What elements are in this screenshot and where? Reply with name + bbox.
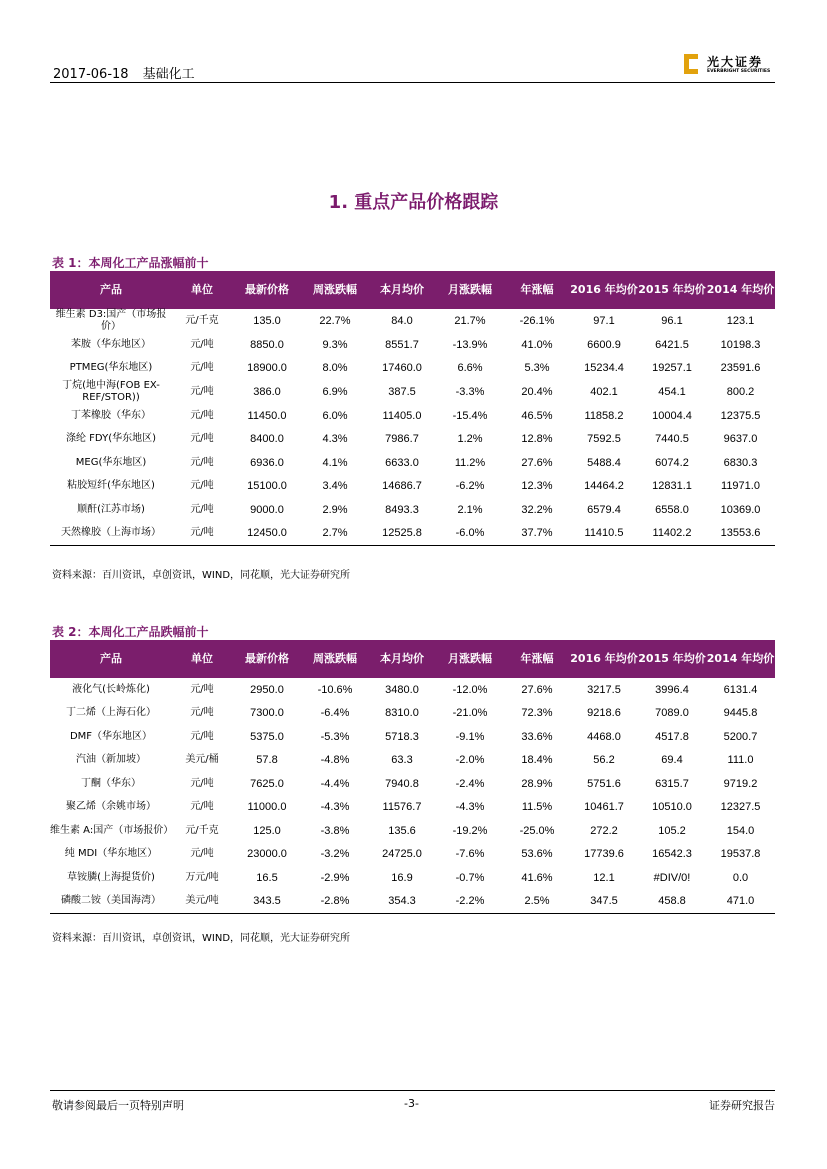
column-header: 周涨跌幅 xyxy=(302,640,368,678)
table2-caption: 表 2：本周化工产品跌幅前十 xyxy=(52,625,209,639)
value-cell: 10510.0 xyxy=(652,801,692,814)
column-header: 2016 年均价 xyxy=(570,640,638,678)
value-cell: 402.1 xyxy=(590,386,618,398)
table-row xyxy=(50,678,775,702)
value-cell: -19.2% xyxy=(452,824,488,837)
product-cell: 液化气(长岭炼化) xyxy=(72,683,150,695)
value-cell: 12375.5 xyxy=(720,409,761,422)
page-number: -3- xyxy=(404,1097,419,1110)
value-cell: 6074.2 xyxy=(655,456,689,469)
product-cell: 丁苯橡胶（华东） xyxy=(71,409,151,421)
table-row xyxy=(50,522,775,546)
product-cell: 粘胶短纤(华东地区) xyxy=(67,480,155,492)
value-cell: 5.3% xyxy=(524,362,550,375)
product-cell: 维生素 D3:国产（市场报价） xyxy=(55,309,167,332)
value-cell: -5.3% xyxy=(320,730,350,743)
value-cell: 63.3 xyxy=(391,754,413,767)
header-rule xyxy=(50,82,775,83)
unit-cell: 美元/吨 xyxy=(172,890,232,914)
value-cell: -12.0% xyxy=(452,683,488,696)
value-cell: -2.0% xyxy=(455,754,485,767)
value-cell: 56.2 xyxy=(593,754,615,767)
column-header: 产品 xyxy=(50,271,172,309)
value-cell: 46.5% xyxy=(521,409,553,422)
value-cell: 6579.4 xyxy=(587,503,621,516)
value-cell: 4.1% xyxy=(322,456,348,469)
footer-rule xyxy=(50,1090,775,1091)
value-cell: -7.6% xyxy=(455,848,485,861)
table-row xyxy=(50,404,775,428)
value-cell: 135.6 xyxy=(388,824,416,837)
value-cell: 6558.0 xyxy=(655,503,689,516)
product-cell: PTMEG(华东地区) xyxy=(69,362,153,374)
value-cell: 386.0 xyxy=(253,386,281,398)
value-cell: 11402.2 xyxy=(638,522,706,546)
value-cell: 3.4% xyxy=(322,480,348,493)
unit-cell: 元/千克 xyxy=(185,315,219,326)
unit-cell: 元/吨 xyxy=(172,522,232,546)
footer-report-type: 证券研究报告 xyxy=(709,1099,775,1112)
value-cell: 10461.7 xyxy=(584,801,624,814)
value-cell: 8310.0 xyxy=(385,707,419,720)
value-cell: 8850.0 xyxy=(250,338,284,351)
value-cell: 1.2% xyxy=(457,433,483,446)
table-row xyxy=(50,309,775,333)
table-top-losers xyxy=(50,640,775,914)
product-cell: 丁二烯（上海石化） xyxy=(66,707,156,719)
value-cell: 2.9% xyxy=(322,503,348,516)
value-cell: 5718.3 xyxy=(385,730,419,743)
value-cell: -25.0% xyxy=(519,824,555,837)
table-row xyxy=(50,843,775,867)
value-cell: 800.2 xyxy=(726,386,755,398)
product-cell: 聚乙烯（余姚市场） xyxy=(66,801,156,813)
column-header: 最新价格 xyxy=(232,640,302,678)
value-cell: -2.4% xyxy=(455,777,485,790)
value-cell: -9.1% xyxy=(455,730,485,743)
value-cell: 9.3% xyxy=(322,338,348,351)
unit-cell: 元/吨 xyxy=(190,707,214,719)
product-cell: 天然橡胶（上海市场） xyxy=(50,522,172,546)
table-row xyxy=(50,475,775,499)
unit-cell: 元/吨 xyxy=(190,456,214,468)
value-cell: 135.0 xyxy=(253,315,281,327)
product-cell: 磷酸二铵（美国海湾） xyxy=(50,890,172,914)
value-cell: 11858.2 xyxy=(584,409,624,422)
unit-cell: 元/吨 xyxy=(190,480,214,492)
column-header: 月涨跌幅 xyxy=(436,271,504,309)
column-header: 本月均价 xyxy=(368,640,436,678)
value-cell: 16.9 xyxy=(391,871,413,884)
value-cell: 6315.7 xyxy=(655,777,689,790)
value-cell: 12525.8 xyxy=(368,522,436,546)
table-header-row xyxy=(50,271,775,309)
value-cell: 7592.5 xyxy=(587,433,621,446)
value-cell: 343.5 xyxy=(232,890,302,914)
unit-cell: 元/吨 xyxy=(190,386,214,397)
table-header-row xyxy=(50,640,775,678)
value-cell: 84.0 xyxy=(391,315,413,327)
unit-cell: 元/吨 xyxy=(190,362,214,374)
table-row xyxy=(50,866,775,890)
value-cell: 27.6% xyxy=(521,683,553,696)
column-header: 本月均价 xyxy=(368,271,436,309)
value-cell: 12831.1 xyxy=(652,480,692,493)
column-header: 2014 年均价 xyxy=(706,640,775,678)
value-cell: 9637.0 xyxy=(723,433,758,446)
value-cell: 0.0 xyxy=(732,871,749,884)
value-cell: 20.4% xyxy=(521,386,553,398)
value-cell: 105.2 xyxy=(658,824,686,837)
table-row xyxy=(50,333,775,357)
value-cell: 17739.6 xyxy=(584,848,624,861)
value-cell: 10004.4 xyxy=(652,409,692,422)
value-cell: 18.4% xyxy=(521,754,553,767)
value-cell: 387.5 xyxy=(388,386,416,398)
report-header xyxy=(53,63,209,82)
unit-cell: 元/吨 xyxy=(190,848,214,860)
table2-source: 资料来源：百川资讯，卓创资讯，WIND，同花顺，光大证券研究所 xyxy=(52,933,351,944)
table-row xyxy=(50,702,775,726)
value-cell: 53.6% xyxy=(521,848,553,861)
value-cell: -3.2% xyxy=(320,848,350,861)
logo-name-en: EVERBRIGHT SECURITIES xyxy=(707,69,771,74)
product-cell: 丁酮（华东） xyxy=(81,777,141,789)
unit-cell: 元/千克 xyxy=(185,824,219,836)
value-cell: 96.1 xyxy=(661,315,683,327)
unit-cell: 元/吨 xyxy=(190,433,214,445)
value-cell: 6131.4 xyxy=(723,683,758,696)
column-header: 最新价格 xyxy=(232,271,302,309)
value-cell: 4468.0 xyxy=(587,730,621,743)
value-cell: -21.0% xyxy=(452,707,488,720)
value-cell: 23000.0 xyxy=(247,848,287,861)
value-cell: 7986.7 xyxy=(385,433,419,446)
value-cell: 2.5% xyxy=(504,890,570,914)
table-row xyxy=(50,725,775,749)
value-cell: 8551.7 xyxy=(385,338,419,351)
product-cell: 汽油（新加坡） xyxy=(76,754,146,766)
value-cell: 8493.3 xyxy=(385,503,419,516)
value-cell: -3.3% xyxy=(455,386,485,398)
value-cell: -6.0% xyxy=(436,522,504,546)
value-cell: 111.0 xyxy=(727,754,754,767)
product-cell: DMF（华东地区） xyxy=(69,730,153,742)
table-row xyxy=(50,498,775,522)
value-cell: 6.6% xyxy=(457,362,483,375)
value-cell: 19257.1 xyxy=(652,362,692,375)
value-cell: 14686.7 xyxy=(382,480,422,493)
report-date: 2017-06-18 xyxy=(53,67,129,82)
value-cell: 11405.0 xyxy=(382,409,422,422)
value-cell: 33.6% xyxy=(521,730,553,743)
value-cell: 37.7% xyxy=(504,522,570,546)
value-cell: 15100.0 xyxy=(247,480,287,493)
value-cell: 12.3% xyxy=(521,480,553,493)
value-cell: 22.7% xyxy=(319,315,351,327)
value-cell: 23591.6 xyxy=(720,362,761,375)
table-row xyxy=(50,890,775,914)
value-cell: 6830.3 xyxy=(723,456,758,469)
value-cell: 6.9% xyxy=(322,386,348,398)
column-header: 单位 xyxy=(172,271,232,309)
value-cell: -13.9% xyxy=(452,338,488,351)
value-cell: -3.8% xyxy=(320,824,350,837)
value-cell: -4.3% xyxy=(455,801,485,814)
table-row xyxy=(50,428,775,452)
value-cell: 5375.0 xyxy=(250,730,284,743)
value-cell: -6.2% xyxy=(455,480,485,493)
value-cell: 7089.0 xyxy=(655,707,689,720)
value-cell: 9000.0 xyxy=(250,503,284,516)
value-cell: 3480.0 xyxy=(385,683,419,696)
value-cell: 7300.0 xyxy=(250,707,284,720)
value-cell: 471.0 xyxy=(706,890,775,914)
value-cell: 18900.0 xyxy=(247,362,287,375)
value-cell: 27.6% xyxy=(521,456,553,469)
column-header: 年涨幅 xyxy=(504,640,570,678)
table-row xyxy=(50,796,775,820)
column-header: 周涨跌幅 xyxy=(302,271,368,309)
unit-cell: 元/吨 xyxy=(190,409,214,421)
footer-disclaimer: 敬请参阅最后一页特别声明 xyxy=(52,1099,184,1112)
column-header: 月涨跌幅 xyxy=(436,640,504,678)
value-cell: 6600.9 xyxy=(587,338,621,351)
value-cell: 28.9% xyxy=(521,777,553,790)
logo-name-cn: 光大证券 xyxy=(707,55,764,69)
value-cell: 7940.8 xyxy=(385,777,419,790)
value-cell: 154.0 xyxy=(726,824,755,837)
value-cell: 454.1 xyxy=(658,386,686,398)
value-cell: 41.6% xyxy=(521,871,553,884)
unit-cell: 万元/吨 xyxy=(185,871,219,883)
value-cell: 12450.0 xyxy=(232,522,302,546)
value-cell: 10369.0 xyxy=(720,503,761,516)
value-cell: 2.7% xyxy=(302,522,368,546)
column-header: 单位 xyxy=(172,640,232,678)
value-cell: 6936.0 xyxy=(250,456,284,469)
unit-cell: 元/吨 xyxy=(190,503,214,515)
value-cell: 19537.8 xyxy=(720,848,761,861)
value-cell: 4.3% xyxy=(322,433,348,446)
value-cell: 2950.0 xyxy=(250,683,284,696)
value-cell: 16542.3 xyxy=(652,848,692,861)
value-cell: 12.8% xyxy=(521,433,553,446)
value-cell: 11.5% xyxy=(521,801,553,814)
value-cell: 10198.3 xyxy=(720,338,761,351)
value-cell: -4.3% xyxy=(320,801,350,814)
value-cell: 3996.4 xyxy=(655,683,689,696)
unit-cell: 元/吨 xyxy=(190,801,214,813)
value-cell: -2.2% xyxy=(436,890,504,914)
logo-mark-icon xyxy=(684,54,698,74)
product-cell: 丁烷(地中海(FOB EX-REF/STOR)) xyxy=(62,380,160,403)
value-cell: 6.0% xyxy=(322,409,348,422)
table-row xyxy=(50,819,775,843)
product-cell: 顺酐(江苏市场) xyxy=(77,503,145,515)
value-cell: 12.1 xyxy=(593,871,615,884)
value-cell: 272.2 xyxy=(590,824,618,837)
column-header: 2015 年均价 xyxy=(638,271,706,309)
column-header: 2014 年均价 xyxy=(706,271,775,309)
value-cell: 11410.5 xyxy=(570,522,638,546)
value-cell: 11000.0 xyxy=(247,801,287,814)
value-cell: 17460.0 xyxy=(382,362,422,375)
product-cell: 涤纶 FDY(华东地区) xyxy=(66,433,156,445)
table-row xyxy=(50,451,775,475)
value-cell: 11971.0 xyxy=(721,480,760,493)
product-cell: 草铵膦(上海提货价) xyxy=(67,871,155,883)
value-cell: 458.8 xyxy=(638,890,706,914)
column-header: 2016 年均价 xyxy=(570,271,638,309)
value-cell: 9719.2 xyxy=(723,777,758,790)
value-cell: 69.4 xyxy=(661,754,683,767)
value-cell: 11576.7 xyxy=(382,801,422,814)
value-cell: -4.8% xyxy=(320,754,350,767)
value-cell: 125.0 xyxy=(253,824,281,837)
value-cell: -4.4% xyxy=(320,777,350,790)
value-cell: 32.2% xyxy=(521,503,553,516)
unit-cell: 元/吨 xyxy=(190,338,214,350)
table1-source: 资料来源：百川资讯，卓创资讯，WIND，同花顺，光大证券研究所 xyxy=(52,570,351,581)
value-cell: 5751.6 xyxy=(587,777,621,790)
value-cell: 9218.6 xyxy=(587,707,621,720)
value-cell: 7440.5 xyxy=(655,433,689,446)
table-row xyxy=(50,749,775,773)
value-cell: 11.2% xyxy=(454,456,486,469)
value-cell: 6421.5 xyxy=(655,338,689,351)
value-cell: 24725.0 xyxy=(382,848,422,861)
column-header: 年涨幅 xyxy=(504,271,570,309)
value-cell: -10.6% xyxy=(317,683,353,696)
value-cell: 5200.7 xyxy=(723,730,758,743)
value-cell: 16.5 xyxy=(256,871,278,884)
table1-caption: 表 1：本周化工产品涨幅前十 xyxy=(52,256,209,270)
value-cell: 9445.8 xyxy=(723,707,758,720)
column-header: 产品 xyxy=(50,640,172,678)
value-cell: -2.8% xyxy=(302,890,368,914)
value-cell: 4517.8 xyxy=(655,730,689,743)
value-cell: 347.5 xyxy=(570,890,638,914)
value-cell: 97.1 xyxy=(593,315,615,327)
value-cell: -0.7% xyxy=(455,871,485,884)
value-cell: 3217.5 xyxy=(587,683,621,696)
value-cell: 5488.4 xyxy=(587,456,621,469)
value-cell: -15.4% xyxy=(452,409,488,422)
value-cell: 8.0% xyxy=(322,362,348,375)
table-row xyxy=(50,772,775,796)
product-cell: 苯胺（华东地区） xyxy=(71,338,151,350)
value-cell: 354.3 xyxy=(368,890,436,914)
value-cell: 72.3% xyxy=(521,707,553,720)
unit-cell: 美元/桶 xyxy=(185,754,219,766)
value-cell: 57.8 xyxy=(256,754,278,767)
value-cell: 21.7% xyxy=(454,315,486,327)
value-cell: #DIV/0! xyxy=(653,871,691,884)
unit-cell: 元/吨 xyxy=(190,683,214,695)
value-cell: 15234.4 xyxy=(584,362,624,375)
product-cell: 纯 MDI（华东地区） xyxy=(64,848,158,860)
value-cell: 7625.0 xyxy=(250,777,284,790)
product-cell: 维生素 A:国产（市场报价） xyxy=(50,824,174,836)
value-cell: -26.1% xyxy=(519,315,555,327)
table-top-gainers xyxy=(50,271,775,546)
unit-cell: 元/吨 xyxy=(190,730,214,742)
value-cell: 13553.6 xyxy=(706,522,775,546)
value-cell: 11450.0 xyxy=(247,409,287,422)
column-header: 2015 年均价 xyxy=(638,640,706,678)
value-cell: 12327.5 xyxy=(720,801,761,814)
value-cell: 2.1% xyxy=(457,503,483,516)
table-row xyxy=(50,380,775,404)
table-row xyxy=(50,357,775,381)
value-cell: 8400.0 xyxy=(250,433,284,446)
value-cell: -6.4% xyxy=(320,707,350,720)
value-cell: 41.0% xyxy=(521,338,553,351)
value-cell: 14464.2 xyxy=(584,480,624,493)
unit-cell: 元/吨 xyxy=(190,777,214,789)
value-cell: 123.1 xyxy=(726,315,755,327)
report-category: 基础化工 xyxy=(142,67,195,82)
value-cell: 6633.0 xyxy=(385,456,419,469)
everbright-logo xyxy=(684,54,779,78)
product-cell: MEG(华东地区) xyxy=(75,456,147,468)
section-title: 1. 重点产品价格跟踪 xyxy=(328,192,499,213)
value-cell: -2.9% xyxy=(320,871,350,884)
